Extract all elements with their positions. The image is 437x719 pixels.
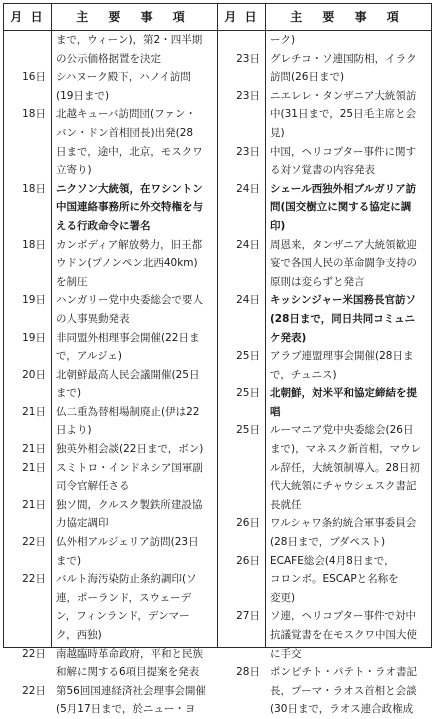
event-text: キッシンジャー米国務長官訪ソ (28日まで，同日共同コミュニ ケ発表) — [270, 294, 417, 344]
event-text: アラブ連盟理事会開催(28日ま で，チュニス) — [270, 350, 414, 381]
event-date: 21日 — [22, 443, 46, 456]
event-text: 仏二重為替相場制廃止(伊は22 日より) — [56, 405, 200, 437]
event-row — [4, 180, 217, 236]
event-text: ハンガリー党中央委総会で要人 の人事異動発表 — [56, 294, 203, 325]
right-entries — [218, 31, 431, 716]
right-column — [218, 4, 431, 716]
event-row — [218, 180, 431, 236]
event-date: 21日 — [22, 498, 46, 511]
event-row — [4, 31, 217, 68]
event-text: 非同盟外相理事会開催(22日ま で，アルジェ) — [56, 331, 200, 363]
event-text: ソ連，ヘリコプター事件で対中 抗議覚書を在モスクワ中国大使 に手交 — [270, 610, 417, 660]
event-date: 25日 — [236, 424, 260, 437]
event-text: スミトロ・インドネシア国軍副 司令官解任さる — [56, 461, 203, 493]
event-date: 19日 — [22, 331, 46, 344]
event-text: 周恩来，タンザニア大統領歓迎 宴で各国人民の革命闘争支持の 原則は変らずと発言 — [270, 238, 417, 288]
event-row — [4, 291, 217, 328]
event-date: 23日 — [236, 52, 260, 65]
event-text: 第56回国連経済社会理事会開催 (5月17日まで，於ニュー・ヨ — [56, 684, 206, 716]
event-date: 18日 — [22, 108, 46, 121]
event-date: 24日 — [236, 294, 260, 307]
event-row — [4, 366, 217, 403]
event-row — [218, 87, 431, 143]
events-header: 主 要 事 項 — [290, 10, 407, 24]
event-text: ECAFE総会(4月8日まで， コロンボ。ESCAPと名称を 変更) — [270, 554, 399, 604]
event-date: 27日 — [236, 610, 260, 623]
event-row — [218, 31, 431, 50]
event-text: ポンピチト・パテト・ラオ書記 長，プーマ・ラオス首相と会談 (30日まで，ラオス連合政権成 — [270, 666, 417, 716]
event-text: 北朝鮮最高人民会議開催(25日 まで) — [56, 368, 200, 400]
event-row — [4, 329, 217, 366]
event-text: ーク) — [270, 34, 296, 46]
event-row — [218, 514, 431, 551]
event-date: 20日 — [22, 368, 46, 381]
event-row — [218, 663, 431, 719]
event-date: 24日 — [236, 182, 260, 195]
event-row — [4, 440, 217, 459]
event-text: 独英外相会談(22日まで，ボン) — [56, 443, 204, 456]
event-row — [4, 236, 217, 292]
left-header — [4, 4, 217, 31]
left-entries — [4, 31, 217, 716]
event-date: 23日 — [236, 145, 260, 158]
event-text: 南越臨時革命政府，平和と民族 和解に関する6項目提案を発表 — [56, 647, 203, 679]
event-text: カンボディア解放勢力，旧王都 ウドン(プノンペン北西40km) を制圧 — [56, 238, 203, 288]
event-text: ルーマニア党中央委総会(26日 まで)，マネスク新首相，マウレ ル辞任，大統領制導入。28日初 代大統領にチャウシェスク書記 長就任 — [270, 424, 422, 511]
event-date — [218, 31, 265, 50]
event-row — [4, 105, 217, 179]
date-header: 月 日 — [218, 4, 266, 30]
event-row — [218, 236, 431, 292]
event-text: グレチコ・ソ連国防相，イラク 訪問(26日まで) — [270, 52, 417, 84]
event-text: ニエレレ・タンザニア大統領訪 中(31日まで，25日毛主席と会 見) — [270, 89, 417, 139]
event-row — [4, 682, 217, 719]
event-date: 22日 — [22, 647, 46, 660]
event-date: 22日 — [22, 536, 46, 549]
event-date — [4, 31, 51, 68]
event-text: 仏外相アルジェリア訪問(23日 まで) — [56, 536, 199, 567]
event-text: バルト海汚染防止条約調印(ソ 連，ポーランド，スウェーデ ン，フィンランド，デンマー ク，西独) — [56, 573, 197, 641]
event-row — [218, 607, 431, 663]
event-text: シハヌーク殿下，ハノイ訪問 (19日まで) — [56, 71, 191, 102]
event-row — [4, 645, 217, 682]
event-date: 26日 — [236, 554, 260, 567]
event-row — [218, 50, 431, 87]
event-text: 独ソ間，クルスク製鉄所建設協 力協定調印 — [56, 498, 203, 530]
event-date: 22日 — [22, 684, 46, 697]
event-date: 25日 — [236, 350, 260, 363]
event-date: 18日 — [22, 238, 46, 251]
date-header: 月 日 — [4, 4, 52, 30]
chronology-table — [3, 3, 432, 716]
event-date: 24日 — [236, 238, 260, 251]
event-text: ニクソン大統領，在ワシントン 中国連絡事務所に外交特権を与 える行政命令に署名 — [56, 182, 203, 232]
event-row — [218, 347, 431, 384]
events-header: 主 要 事 項 — [76, 10, 193, 24]
event-text: ワルシャワ条約統合軍事委員会 (28日まで，ブダペスト) — [270, 517, 417, 549]
event-date: 23日 — [236, 89, 260, 102]
event-row — [218, 143, 431, 180]
event-text: 北越キューバ訪問団(ファン・ バン・ドン首相団長)出発(28 日まで，途中，北京，モスクワ 立寄り) — [56, 108, 203, 177]
event-date: 21日 — [22, 461, 46, 474]
event-row — [4, 533, 217, 570]
event-row — [4, 68, 217, 105]
event-row — [218, 421, 431, 514]
event-date: 18日 — [22, 182, 46, 195]
event-row — [4, 496, 217, 533]
event-row — [218, 291, 431, 347]
event-date: 19日 — [22, 294, 46, 307]
event-row — [218, 552, 431, 608]
event-date: 25日 — [236, 387, 260, 400]
left-column — [4, 4, 218, 716]
event-text: シェール西独外相ブルガリア訪 問(国交樹立に関する協定に調 印) — [270, 182, 417, 232]
event-date: 22日 — [22, 573, 46, 586]
right-header — [218, 4, 431, 31]
event-text: まで，ウィーン)，第2・四半期 の公示価格据置を決定 — [56, 34, 203, 65]
event-date: 16日 — [22, 71, 46, 84]
event-date: 26日 — [236, 517, 260, 530]
event-row — [218, 384, 431, 421]
event-row — [4, 459, 217, 496]
event-text: 北朝鮮，対米平和協定締結を提 唱 — [270, 387, 417, 418]
event-date: 21日 — [22, 405, 46, 418]
event-row — [4, 403, 217, 440]
event-row — [4, 570, 217, 644]
event-date: 28日 — [236, 666, 260, 679]
event-text: 中国，ヘリコプター事件に関す る対ソ覚書の内容発表 — [270, 145, 417, 177]
